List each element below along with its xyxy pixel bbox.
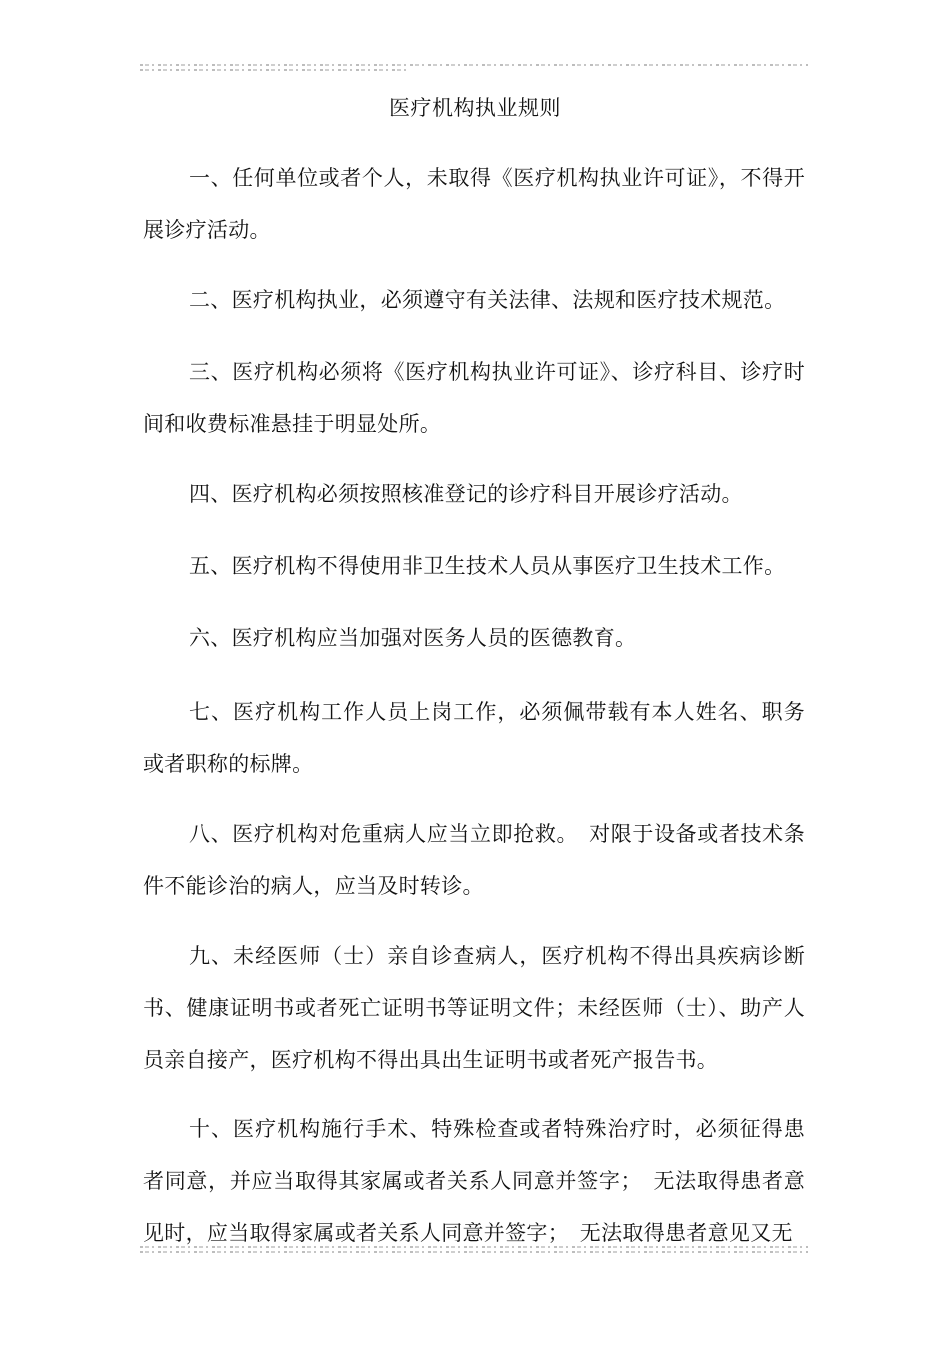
document-title: 医疗机构执业规则: [389, 96, 561, 120]
paragraph-5: 五、医疗机构不得使用非卫生技术人员从事医疗卫生技术工作。: [189, 554, 786, 578]
paragraph-7: 七、医疗机构工作人员上岗工作，必须佩带载有本人姓名、职务或者职称的标牌。: [143, 700, 805, 776]
paragraph-6: 六、医疗机构应当加强对医务人员的医德教育。: [189, 626, 637, 650]
paragraph-9: 九、未经医师（士）亲自诊查病人，医疗机构不得出具疾病诊断书、健康证明书或者死亡证明书等证明文件；未经医师（士）、助产人员亲自接产，医疗机构不得出具出生证明书或者死产报告书。: [143, 944, 805, 1072]
paragraph-8: 八、医疗机构对危重病人应当立即抢救。 对限于设备或者技术条件不能诊治的病人，应当及时转诊。: [143, 822, 805, 898]
paragraph-4: 四、医疗机构必须按照核准登记的诊疗科目开展诊疗活动。: [189, 482, 743, 506]
paragraph-2: 二、医疗机构执业，必须遵守有关法律、法规和医疗技术规范。: [189, 288, 786, 312]
header-noise-text: [140, 64, 808, 76]
paragraph-1: 一、任何单位或者个人，未取得《医疗机构执业许可证》，不得开展诊疗活动。: [143, 166, 805, 242]
footer-noise-text: [140, 1246, 808, 1258]
paragraph-10: 十、医疗机构施行手术、特殊检查或者特殊治疗时，必须征得患者同意，并应当取得其家属或者关系人同意并签字； 无法取得患者意见时，应当取得家属或者关系人同意并签字； 无法取得患者意见又无: [143, 1117, 805, 1245]
paragraph-3: 三、医疗机构必须将《医疗机构执业许可证》、诊疗科目、诊疗时间和收费标准悬挂于明显处所。: [143, 360, 805, 436]
